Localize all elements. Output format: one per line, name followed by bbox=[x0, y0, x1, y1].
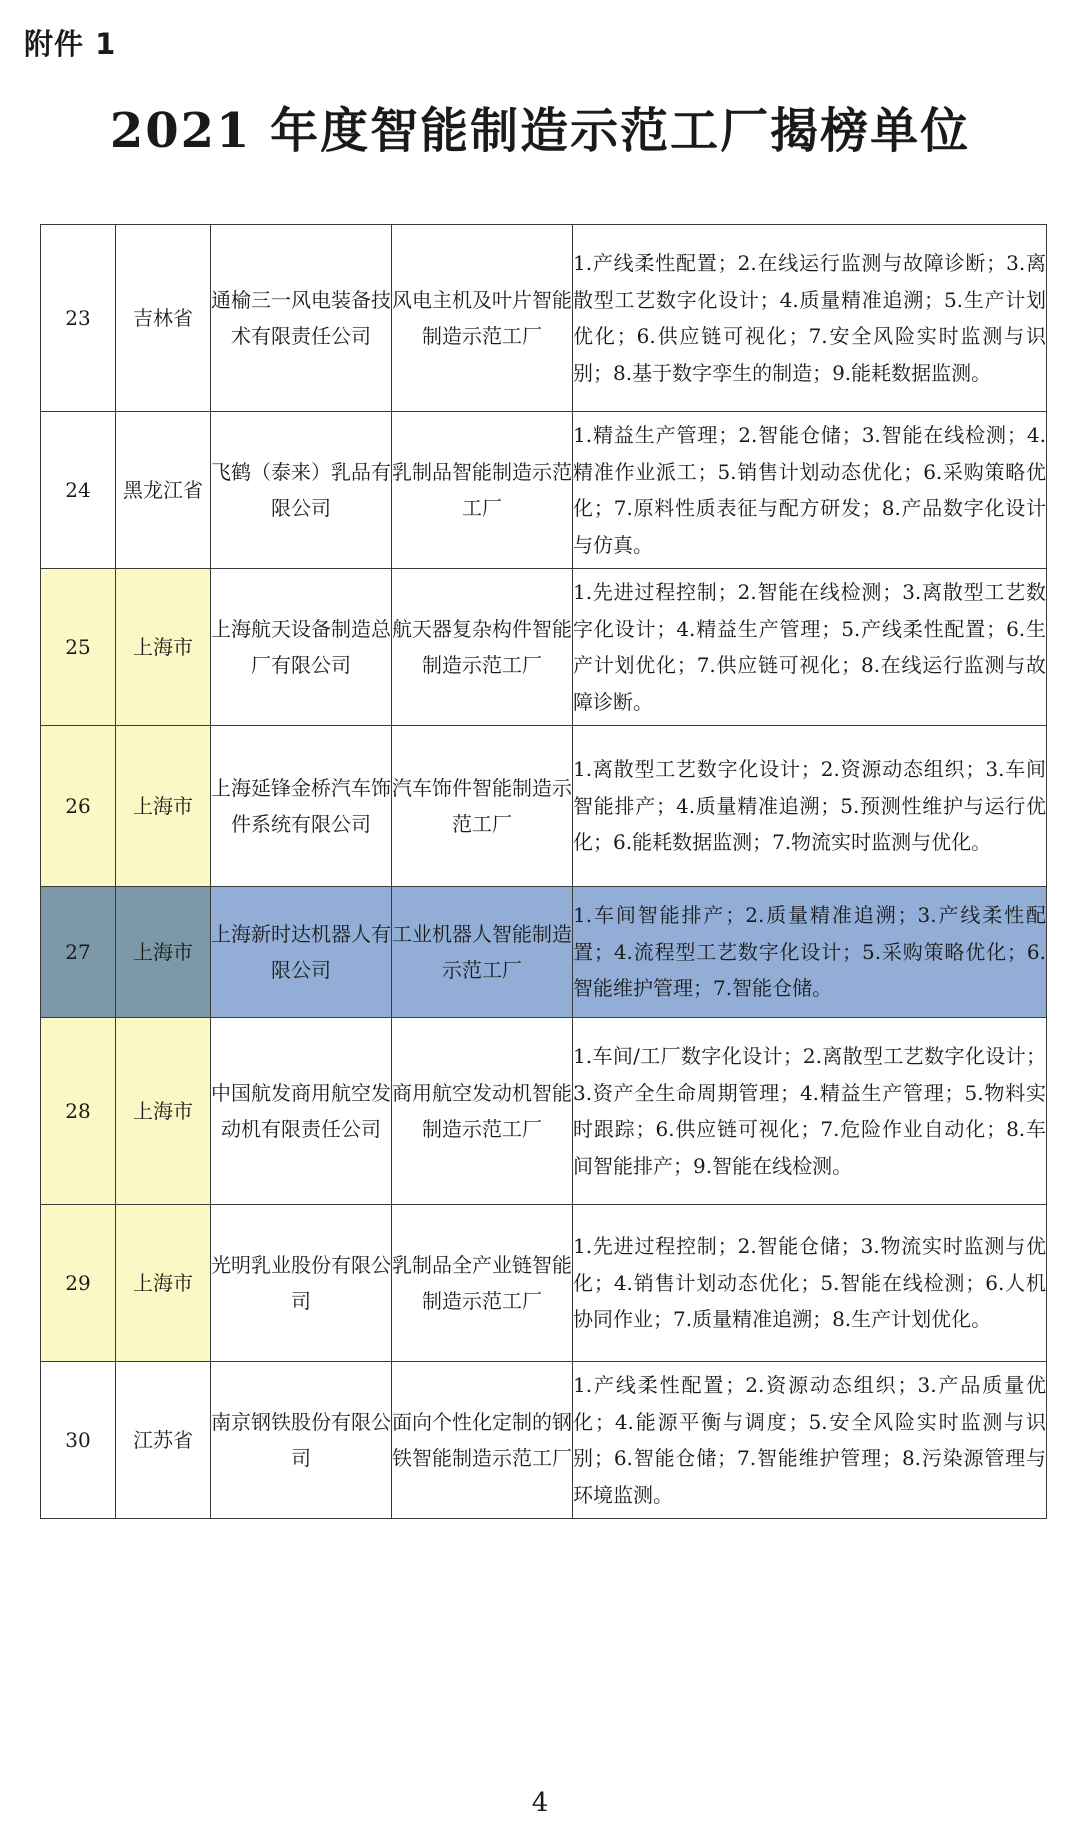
table-row bbox=[41, 412, 1047, 569]
scenarios-cell: 1.产线柔性配置；2.在线运行监测与故障诊断；3.离散型工艺数字化设计；4.质量精准追溯；5.生产计划优化；6.供应链可视化；7.安全风险实时监测与识别；8.基于数字孪生的制造；9.能耗数据监测。 bbox=[573, 225, 1047, 412]
scenarios-cell: 1.离散型工艺数字化设计；2.资源动态组织；3.车间智能排产；4.质量精准追溯；5.预测性维护与运行优化；6.能耗数据监测；7.物流实时监测与优化。 bbox=[573, 726, 1047, 887]
factory-name-cell: 工业机器人智能制造示范工厂 bbox=[392, 887, 573, 1018]
table-row bbox=[41, 1362, 1047, 1519]
factory-name-cell: 航天器复杂构件智能制造示范工厂 bbox=[392, 569, 573, 726]
table-row bbox=[41, 1018, 1047, 1205]
factory-name-cell: 乳制品全产业链智能制造示范工厂 bbox=[392, 1205, 573, 1362]
factory-name-cell: 汽车饰件智能制造示范工厂 bbox=[392, 726, 573, 887]
row-number: 25 bbox=[41, 569, 116, 726]
factory-name-cell: 乳制品智能制造示范工厂 bbox=[392, 412, 573, 569]
scenarios-cell: 1.先进过程控制；2.智能仓储；3.物流实时监测与优化；4.销售计划动态优化；5.智能在线检测；6.人机协同作业；7.质量精准追溯；8.生产计划优化。 bbox=[573, 1205, 1047, 1362]
table-row bbox=[41, 726, 1047, 887]
factory-name-cell: 风电主机及叶片智能制造示范工厂 bbox=[392, 225, 573, 412]
attachment-label: 附件 1 bbox=[24, 27, 117, 61]
scenarios-cell: 1.精益生产管理；2.智能仓储；3.智能在线检测；4.精准作业派工；5.销售计划动态优化；6.采购策略优化；7.原料性质表征与配方研发；8.产品数字化设计与仿真。 bbox=[573, 412, 1047, 569]
province-cell: 江苏省 bbox=[116, 1362, 211, 1519]
scenarios-cell: 1.产线柔性配置；2.资源动态组织；3.产品质量优化；4.能源平衡与调度；5.安全风险实时监测与识别；6.智能仓储；7.智能维护管理；8.污染源管理与环境监测。 bbox=[573, 1362, 1047, 1519]
table-row bbox=[41, 887, 1047, 1018]
table-row bbox=[41, 1205, 1047, 1362]
province-cell: 吉林省 bbox=[116, 225, 211, 412]
company-cell: 上海航天设备制造总厂有限公司 bbox=[211, 569, 392, 726]
company-cell: 通榆三一风电装备技术有限责任公司 bbox=[211, 225, 392, 412]
scenarios-cell: 1.车间智能排产；2.质量精准追溯；3.产线柔性配置；4.流程型工艺数字化设计；5.采购策略优化；6.智能维护管理；7.智能仓储。 bbox=[573, 887, 1047, 1018]
scenarios-cell: 1.先进过程控制；2.智能在线检测；3.离散型工艺数字化设计；4.精益生产管理；5.产线柔性配置；6.生产计划优化；7.供应链可视化；8.在线运行监测与故障诊断。 bbox=[573, 569, 1047, 726]
page-number: 4 bbox=[531, 1788, 549, 1818]
province-cell: 上海市 bbox=[116, 1018, 211, 1205]
factory-name-cell: 面向个性化定制的钢铁智能制造示范工厂 bbox=[392, 1362, 573, 1519]
province-cell: 上海市 bbox=[116, 887, 211, 1018]
page-title: 2021 年度智能制造示范工厂揭榜单位 bbox=[109, 103, 971, 159]
row-number: 26 bbox=[41, 726, 116, 887]
province-cell: 上海市 bbox=[116, 569, 211, 726]
company-cell: 飞鹤（泰来）乳品有限公司 bbox=[211, 412, 392, 569]
table-row bbox=[41, 569, 1047, 726]
scenarios-cell: 1.车间/工厂数字化设计；2.离散型工艺数字化设计；3.资产全生命周期管理；4.精益生产管理；5.物料实时跟踪；6.供应链可视化；7.危险作业自动化；8.车间智能排产；9.智能在线检测。 bbox=[573, 1018, 1047, 1205]
province-cell: 上海市 bbox=[116, 726, 211, 887]
demonstration-factory-table bbox=[40, 224, 1047, 1519]
row-number: 30 bbox=[41, 1362, 116, 1519]
company-cell: 上海延锋金桥汽车饰件系统有限公司 bbox=[211, 726, 392, 887]
row-number: 28 bbox=[41, 1018, 116, 1205]
row-number: 29 bbox=[41, 1205, 116, 1362]
table-row bbox=[41, 225, 1047, 412]
company-cell: 上海新时达机器人有限公司 bbox=[211, 887, 392, 1018]
factory-name-cell: 商用航空发动机智能制造示范工厂 bbox=[392, 1018, 573, 1205]
row-number: 27 bbox=[41, 887, 116, 1018]
company-cell: 南京钢铁股份有限公司 bbox=[211, 1362, 392, 1519]
company-cell: 光明乳业股份有限公司 bbox=[211, 1205, 392, 1362]
row-number: 24 bbox=[41, 412, 116, 569]
province-cell: 上海市 bbox=[116, 1205, 211, 1362]
province-cell: 黑龙江省 bbox=[116, 412, 211, 569]
company-cell: 中国航发商用航空发动机有限责任公司 bbox=[211, 1018, 392, 1205]
row-number: 23 bbox=[41, 225, 116, 412]
